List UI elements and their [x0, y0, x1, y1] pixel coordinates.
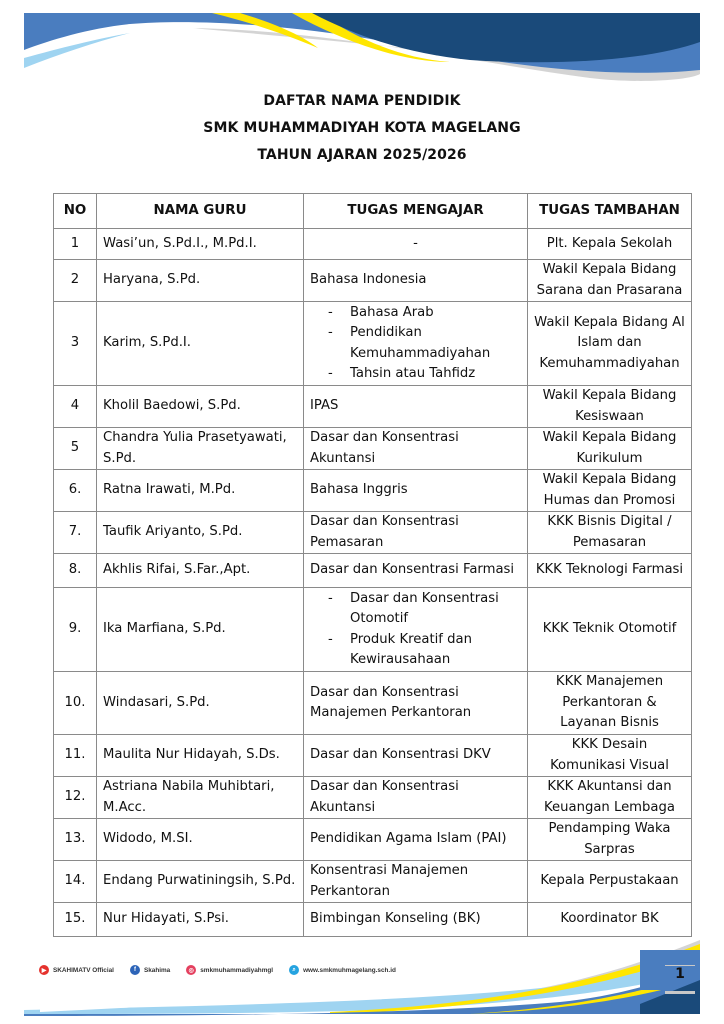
- cell-nama-guru: Ratna Irawati, M.Pd.: [97, 470, 304, 512]
- table-body: [54, 229, 692, 937]
- header-tugas-mengajar: TUGAS MENGAJAR: [304, 194, 528, 229]
- cell-tugas-tambahan: Wakil Kepala Bidang Kesiswaan: [528, 386, 692, 428]
- cell-tugas-tambahan: KKK Teknik Otomotif: [528, 588, 692, 672]
- cell-nama-guru: Akhlis Rifai, S.Far.,Apt.: [97, 554, 304, 588]
- table-row: [54, 588, 692, 672]
- cell-no: 9.: [54, 588, 97, 672]
- cell-nama-guru: Ika Marfiana, S.Pd.: [97, 588, 304, 672]
- cell-tugas-tambahan: Wakil Kepala Bidang Kurikulum: [528, 428, 692, 470]
- table-row: [54, 819, 692, 861]
- social-link[interactable]: [289, 965, 396, 975]
- table-row: [54, 903, 692, 937]
- cell-nama-guru: Taufik Ariyanto, S.Pd.: [97, 512, 304, 554]
- footer-social-links: [39, 965, 396, 975]
- instagram-icon: ◎: [186, 965, 196, 975]
- table-row: [54, 512, 692, 554]
- cell-tugas-mengajar: Konsentrasi Manajemen Perkantoran: [304, 861, 528, 903]
- cell-nama-guru: Endang Purwatiningsih, S.Pd.: [97, 861, 304, 903]
- cell-tugas-tambahan: KKK Manajemen Perkantoran & Layanan Bisnis: [528, 672, 692, 735]
- table-row: [54, 260, 692, 302]
- page-number: 1: [675, 966, 685, 982]
- cell-tugas-mengajar: -: [304, 229, 528, 260]
- cell-nama-guru: Chandra Yulia Prasetyawati, S.Pd.: [97, 428, 304, 470]
- cell-no: 10.: [54, 672, 97, 735]
- header-navy-block: [312, 13, 700, 62]
- table-row: [54, 386, 692, 428]
- social-link-label: SKAHIMATV Official: [53, 966, 114, 974]
- cell-no: 7.: [54, 512, 97, 554]
- cell-no: 2: [54, 260, 97, 302]
- cell-tugas-tambahan: Wakil Kepala Bidang Humas dan Promosi: [528, 470, 692, 512]
- cell-tugas-tambahan: KKK Teknologi Farmasi: [528, 554, 692, 588]
- table-row: [54, 229, 692, 260]
- social-link[interactable]: [130, 965, 170, 975]
- cell-tugas-mengajar: [304, 302, 528, 386]
- cell-tugas-mengajar: Bimbingan Konseling (BK): [304, 903, 528, 937]
- cell-nama-guru: Astriana Nabila Muhibtari, M.Acc.: [97, 777, 304, 819]
- cell-no: 15.: [54, 903, 97, 937]
- header-nama-guru: NAMA GURU: [97, 194, 304, 229]
- table-row: [54, 554, 692, 588]
- cell-tugas-mengajar: Bahasa Indonesia: [304, 260, 528, 302]
- facebook-icon: f: [130, 965, 140, 975]
- teaching-list-item: - Pendidikan Kemuhammadiyahan: [328, 323, 521, 364]
- teacher-table: [53, 193, 692, 937]
- cell-no: 13.: [54, 819, 97, 861]
- cell-no: 12.: [54, 777, 97, 819]
- table-row: [54, 861, 692, 903]
- cell-tugas-mengajar: Dasar dan Konsentrasi Manajemen Perkantoran: [304, 672, 528, 735]
- table-header-row: [54, 194, 692, 229]
- cell-no: 14.: [54, 861, 97, 903]
- cell-tugas-tambahan: Pendamping Waka Sarpras: [528, 819, 692, 861]
- cell-no: 1: [54, 229, 97, 260]
- header-tugas-tambahan: TUGAS TAMBAHAN: [528, 194, 692, 229]
- teaching-list-item: - Bahasa Arab: [328, 303, 521, 324]
- table-row: [54, 777, 692, 819]
- page-number-bottom-rule: [665, 991, 695, 994]
- social-link-label: smkmuhammadiyahmgl: [200, 966, 274, 974]
- table-row: [54, 735, 692, 777]
- cell-no: 8.: [54, 554, 97, 588]
- teaching-list-item: - Dasar dan Konsentrasi Otomotif: [328, 589, 521, 630]
- teaching-list-item: - Tahsin atau Tahfidz: [328, 364, 521, 385]
- cell-no: 11.: [54, 735, 97, 777]
- cell-tugas-mengajar: [304, 588, 528, 672]
- table-row: [54, 302, 692, 386]
- title-line-3: TAHUN AJARAN 2025/2026: [257, 147, 467, 163]
- cell-tugas-mengajar: Dasar dan Konsentrasi Akuntansi: [304, 428, 528, 470]
- cell-tugas-tambahan: Kepala Perpustakaan: [528, 861, 692, 903]
- cell-tugas-mengajar: Dasar dan Konsentrasi Akuntansi: [304, 777, 528, 819]
- social-link-label: www.smkmuhmagelang.sch.id: [303, 966, 396, 974]
- social-link[interactable]: [39, 965, 114, 975]
- cell-tugas-mengajar: Dasar dan Konsentrasi Pemasaran: [304, 512, 528, 554]
- teaching-list-item: - Produk Kreatif dan Kewirausahaan: [328, 630, 521, 671]
- social-link[interactable]: [186, 965, 273, 975]
- table-row: [54, 428, 692, 470]
- social-link-label: Skahima: [143, 966, 171, 974]
- cell-tugas-mengajar: Pendidikan Agama Islam (PAI): [304, 819, 528, 861]
- cell-tugas-tambahan: KKK Desain Komunikasi Visual: [528, 735, 692, 777]
- cell-nama-guru: Nur Hidayati, S.Psi.: [97, 903, 304, 937]
- cell-no: 3: [54, 302, 97, 386]
- cell-nama-guru: Wasi’un, S.Pd.I., M.Pd.I.: [97, 229, 304, 260]
- cell-tugas-tambahan: Koordinator BK: [528, 903, 692, 937]
- header-wave-decoration: [0, 0, 724, 90]
- cell-nama-guru: Kholil Baedowi, S.Pd.: [97, 386, 304, 428]
- cell-no: 4: [54, 386, 97, 428]
- cell-tugas-mengajar: IPAS: [304, 386, 528, 428]
- footer-wave-decoration: [0, 940, 724, 1024]
- cell-tugas-tambahan: KKK Akuntansi dan Keuangan Lembaga: [528, 777, 692, 819]
- teaching-list: [310, 303, 521, 385]
- youtube-icon: ▶: [39, 965, 49, 975]
- cell-nama-guru: Windasari, S.Pd.: [97, 672, 304, 735]
- title-line-1: DAFTAR NAMA PENDIDIK: [263, 93, 461, 109]
- website-icon: ⌕: [289, 965, 299, 975]
- cell-tugas-mengajar: Dasar dan Konsentrasi DKV: [304, 735, 528, 777]
- table-row: [54, 470, 692, 512]
- cell-nama-guru: Maulita Nur Hidayah, S.Ds.: [97, 735, 304, 777]
- header-no: NO: [54, 194, 97, 229]
- cell-nama-guru: Widodo, M.SI.: [97, 819, 304, 861]
- cell-no: 6.: [54, 470, 97, 512]
- cell-tugas-mengajar: Bahasa Inggris: [304, 470, 528, 512]
- cell-tugas-tambahan: Wakil Kepala Bidang Sarana dan Prasarana: [528, 260, 692, 302]
- cell-tugas-tambahan: Plt. Kepala Sekolah: [528, 229, 692, 260]
- teaching-list: [310, 589, 521, 671]
- document-title: [0, 88, 724, 169]
- cell-tugas-mengajar: Dasar dan Konsentrasi Farmasi: [304, 554, 528, 588]
- cell-tugas-tambahan: KKK Bisnis Digital / Pemasaran: [528, 512, 692, 554]
- title-line-2: SMK MUHAMMADIYAH KOTA MAGELANG: [203, 120, 521, 136]
- cell-nama-guru: Karim, S.Pd.I.: [97, 302, 304, 386]
- cell-no: 5: [54, 428, 97, 470]
- cell-tugas-tambahan: Wakil Kepala Bidang Al Islam dan Kemuhammadiyahan: [528, 302, 692, 386]
- cell-nama-guru: Haryana, S.Pd.: [97, 260, 304, 302]
- table-row: [54, 672, 692, 735]
